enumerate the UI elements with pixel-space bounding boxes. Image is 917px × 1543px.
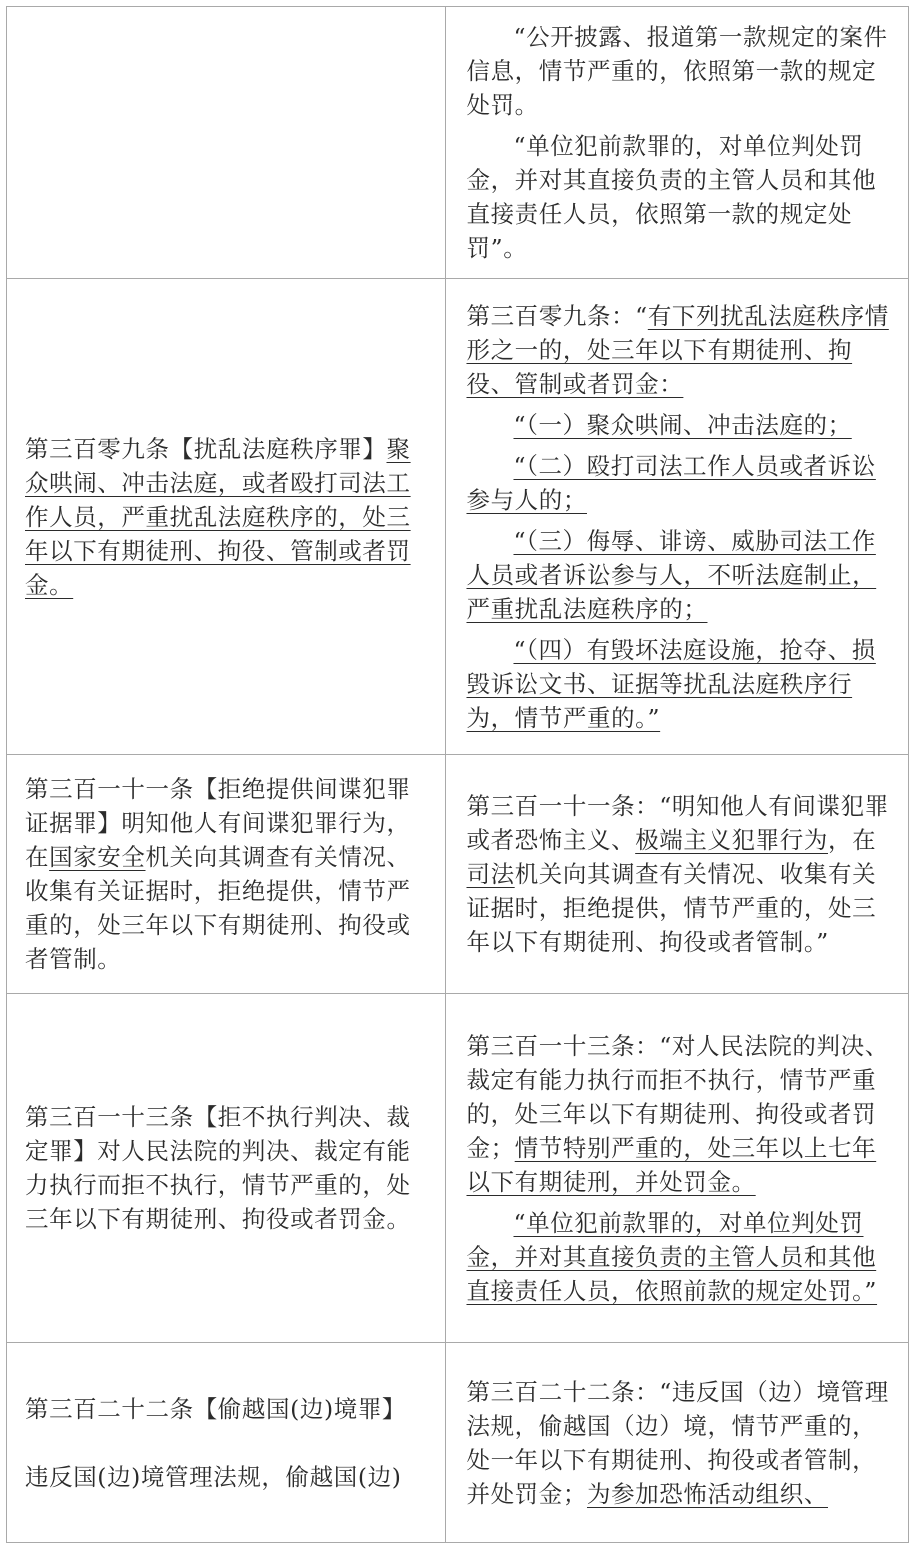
table-body <box>7 7 909 1543</box>
provision-text: 第三百二十二条【偷越国(边)境罪】 <box>25 1394 407 1423</box>
cut-off-next-row <box>6 1504 909 1524</box>
provision-paragraph <box>466 449 894 517</box>
amended-text-underlined: “单位犯前款罪的，对单位判处罚金，并对其直接负责的主管人员和其他直接责任人员，依照前款的规定处罚。” <box>466 1208 878 1305</box>
provision-paragraph <box>466 129 894 265</box>
cut-off-old-cell <box>6 1504 446 1524</box>
provision-text: 第三百零九条：“ <box>466 301 648 330</box>
provision-paragraph <box>466 1206 894 1308</box>
original-provision-cell <box>7 279 446 755</box>
amended-provision-cell <box>446 279 909 755</box>
table-row <box>7 279 909 755</box>
provision-paragraph <box>25 1392 427 1426</box>
amended-text-underlined: 国家安全 <box>49 843 146 871</box>
provision-paragraph <box>25 1100 427 1236</box>
amended-provision-cell <box>446 755 909 994</box>
provision-text: 第三百一十一条：“明知他人有间谍犯罪或者恐怖主义、 <box>466 792 889 854</box>
provision-text: 第三百一十三条【拒不执行判决、裁定罪】对人民法院的判决、裁定有能力执行而拒不执行，情节严重的，处三年以下有期徒刑、拘役或者罚金。 <box>25 1103 411 1233</box>
amended-provision-cell <box>446 7 909 279</box>
cut-off-new-cell <box>445 1504 909 1524</box>
original-provision-cell <box>7 7 446 279</box>
provision-text: 机关向其调查有关情况、收集有关证据时，拒绝提供，情节严重的，处三年以下有期徒刑、拘役或者管制。 <box>25 843 411 973</box>
provision-paragraph <box>25 1460 427 1494</box>
provision-text: 第三百二十二条：“违反国（边）境管理法规，偷越国（边）境，情节严重的，处一年以下有期徒刑、拘役或者管制，并处罚金； <box>466 1377 889 1508</box>
law-comparison-table <box>6 6 909 1543</box>
original-provision-cell <box>7 994 446 1343</box>
provision-paragraph <box>466 633 894 735</box>
provision-paragraph <box>466 20 894 122</box>
provision-paragraph <box>466 524 894 626</box>
provision-paragraph <box>466 1029 894 1199</box>
amended-text-underlined: 为参加恐怖活动组织、 <box>586 1479 828 1508</box>
paragraph-spacer <box>25 1426 427 1460</box>
provision-text: 第三百零九条【扰乱法庭秩序罪】 <box>25 434 387 463</box>
provision-text: 机关向其调查有关情况、收集有关证据时，拒绝提供，情节严重的，处三年以下有期徒刑、拘役或者管制。” <box>466 860 877 956</box>
provision-paragraph <box>466 1375 894 1511</box>
provision-paragraph <box>466 789 894 959</box>
amended-text-underlined: 有下列扰乱法庭秩序情形之一的，处三年以下有期徒刑、拘役、管制或者罚金： <box>466 301 889 398</box>
provision-paragraph <box>466 299 894 401</box>
table-row <box>7 7 909 279</box>
provision-paragraph <box>466 408 894 442</box>
provision-paragraph <box>25 772 427 976</box>
provision-text: “公开披露、报道第一款规定的案件信息，情节严重的，依照第一款的规定处罚。 <box>466 23 888 119</box>
provision-text: ，在 <box>828 826 877 854</box>
provision-paragraph <box>25 432 427 602</box>
amended-text-underlined: “（三）侮辱、诽谤、威胁司法工作人员或者诉讼参与人，不听法庭制止，严重扰乱法庭秩序的； <box>466 526 877 623</box>
amended-text-underlined: “（二）殴打司法工作人员或者诉讼参与人的； <box>466 451 876 514</box>
original-provision-cell <box>7 755 446 994</box>
table-row <box>7 994 909 1343</box>
amended-text-underlined: “（一）聚众哄闹、冲击法庭的； <box>513 410 852 439</box>
table-row <box>7 755 909 994</box>
amended-text-underlined: 情节特别严重的，处三年以上七年以下有期徒刑，并处罚金。 <box>466 1133 877 1196</box>
provision-text: 第三百一十一条【拒绝提供间谍犯罪证据罪】明知他人有间谍犯罪行为，在 <box>25 775 411 871</box>
provision-text: “单位犯前款罪的，对单位判处罚金，并对其直接负责的主管人员和其他直接责任人员，依照第一款的规定处罚”。 <box>466 132 877 262</box>
provision-text: 违反国(边)境管理法规，偷越国(边) <box>25 1462 402 1491</box>
amended-provision-cell <box>446 994 909 1343</box>
amended-text-underlined: “（四）有毁坏法庭设施，抢夺、损毁诉讼文书、证据等扰乱法庭秩序行为，情节严重的。” <box>466 635 876 732</box>
amended-text-underlined: 极端主义犯罪行为 <box>635 826 828 854</box>
amended-text-underlined: 聚众哄闹、冲击法庭，或者殴打司法工作人员，严重扰乱法庭秩序的，处三年以下有期徒刑、拘役、管制或者罚金。 <box>25 434 411 599</box>
amended-text-underlined: 司法 <box>466 860 515 888</box>
provision-text: 第三百一十三条：“对人民法院的判决、裁定有能力执行而拒不执行，情节严重的，处三年以下有期徒刑、拘役或者罚金； <box>466 1031 889 1162</box>
